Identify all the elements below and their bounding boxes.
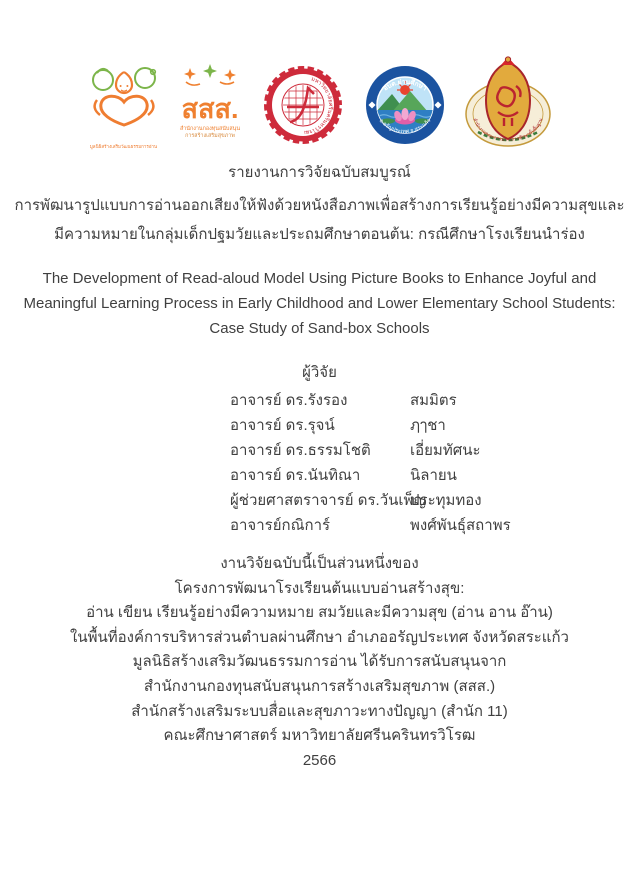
researcher-name: อาจารย์ ดร.นันทิณา (230, 467, 361, 484)
affiliation-line: สำนักงานกองทุนสนับสนุนการสร้างเสริมสุขภาพ (สสส.) (143, 677, 496, 695)
publication-year: 2566 (302, 751, 337, 769)
obec-emblem-logo (464, 56, 552, 154)
reading-children-icon (88, 60, 160, 144)
subdistrict-top-text: อบต.ผ่านศึกษา (381, 78, 428, 93)
researcher-row (230, 388, 639, 413)
swu-ring-text: มหาวิทยาลัยศรีนครินทรวิโรฒ (303, 76, 333, 136)
researchers-heading: ผู้วิจัย (302, 364, 337, 381)
swu-seal-logo (260, 58, 346, 152)
subdistrict-bottom-text: อ.อรัญประเทศ จ.สระแก้ว (377, 117, 432, 135)
thai-title (0, 191, 639, 249)
reading-foundation-caption: มูลนิธิสร้างเสริมวัฒนธรรมการอ่าน (89, 144, 158, 150)
researcher-surname: ประทุมทอง (410, 492, 482, 509)
affiliation-line: มูลนิธิสร้างเสริมวัฒนธรรมการอ่าน ได้รับการสนับสนุนจาก (132, 653, 507, 671)
reading-culture-foundation-logo (88, 60, 160, 150)
thai-health-caption-line1: สำนักงานกองทุนสนับสนุน (179, 126, 240, 132)
affiliation-line: งานวิจัยฉบับนี้เป็นส่วนหนึ่งของ (220, 555, 419, 572)
university-seal-icon (260, 58, 346, 152)
researcher-surname: เอี่ยมทัศนะ (410, 442, 481, 459)
researcher-surname: พงศ์พันธุ์สถาพร (410, 517, 511, 534)
researcher-row (230, 438, 639, 463)
english-title-line1: The Development of Read-aloud Model Using Picture Books to Enhance Joyful and (42, 270, 597, 287)
thai-health-stars-icon (178, 62, 242, 148)
thai-title-line2: มีความหมายในกลุ่มเด็กปฐมวัยและประถมศึกษาตอนต้น: กรณีศึกษาโรงเรียนนำร่อง (54, 226, 585, 243)
report-type-heading: รายงานการวิจัยฉบับสมบูรณ์ (228, 164, 411, 181)
affiliation-block (0, 552, 639, 773)
affiliation-line: อ่าน เขียน เรียนรู้อย่างมีความหมาย สมวัยและมีความสุข (อ่าน อาน อ๊าน) (86, 604, 553, 622)
thai-health-caption-line2: การสร้างเสริมสุขภาพ (184, 133, 235, 139)
english-title (0, 266, 639, 341)
researcher-surname: สมมิตร (410, 392, 457, 409)
researcher-surname: ฦๅชา (410, 417, 446, 434)
researcher-row (230, 513, 639, 538)
thai-health-acronym: สสส. (181, 94, 238, 124)
affiliation-line: คณะศึกษาศาสตร์ มหาวิทยาลัยศรีนครินทรวิโรฒ (163, 727, 476, 745)
obec-emblem-icon (464, 56, 552, 154)
researcher-name: อาจารย์กณิการ์ (230, 517, 331, 534)
researcher-name: อาจารย์ ดร.รุจน์ (230, 417, 335, 434)
subdistrict-administration-logo (364, 64, 446, 146)
english-title-line3: Case Study of Sand-box Schools (209, 320, 430, 337)
researcher-surname: นิลายน (410, 467, 457, 484)
logo-row (0, 57, 639, 153)
affiliation-line: สำนักสร้างเสริมระบบสื่อและสุขภาวะทางปัญญา (สำนัก 11) (131, 702, 508, 720)
affiliation-line: โครงการพัฒนาโรงเรียนต้นแบบอ่านสร้างสุข: (174, 579, 465, 597)
researcher-row (230, 488, 639, 513)
affiliation-line: ในพื้นที่องค์การบริหารส่วนตำบลผ่านศึกษา อำเภออรัญประเทศ จังหวัดสระแก้ว (70, 628, 569, 646)
obec-ribbon-text: สำนักงานคณะกรรมการการศึกษาขั้นพื้นฐาน (471, 117, 543, 142)
researcher-row (230, 463, 639, 488)
english-title-line2: Meaningful Learning Process in Early Childhood and Lower Elementary School Students: (23, 295, 616, 312)
thai-title-line1: การพัฒนารูปแบบการอ่านออกเสียงให้ฟังด้วยหนังสือภาพเพื่อสร้างการเรียนรู้อย่างมีความสุขและ (14, 197, 625, 214)
thai-health-foundation-logo (178, 62, 242, 148)
researcher-name: อาจารย์ ดร.ธรรมโชติ (230, 442, 371, 459)
researchers-list (230, 388, 639, 538)
researcher-name: อาจารย์ ดร.รังรอง (230, 392, 348, 409)
subdistrict-emblem-icon (364, 64, 446, 146)
researcher-name: ผู้ช่วยศาสตราจารย์ ดร.วันเพ็ญ (230, 492, 427, 509)
researcher-row (230, 413, 639, 438)
